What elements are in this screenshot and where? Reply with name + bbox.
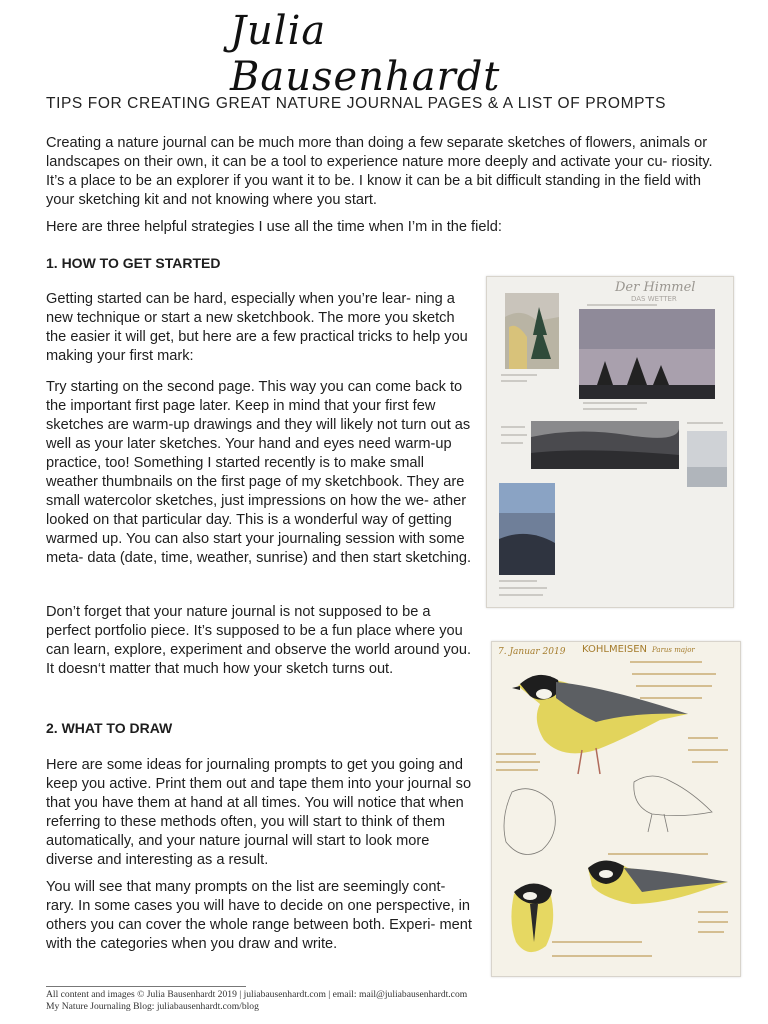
titmouse-date: 7. Januar 2019 xyxy=(498,647,566,657)
footer-divider xyxy=(46,986,246,987)
section2-paragraph-2: You will see that many prompts on the list are seemingly cont- rary. In some cases you will have to decide on one perspective, in others you can cover the whole range between both. Experi- ment with the categories when you draw and write. xyxy=(46,879,472,952)
intro-paragraph: Creating a nature journal can be much more than doing a few separate sketches of flowers, animals or landscapes on their own, it can be a tool to experience nature more deeply and activate your cu- riosity. It’s a place to be an explorer if you want it to be. I know it can be a bit difficult standing in the field with your sketching kit and not knowing where you start. xyxy=(46,135,713,208)
footer xyxy=(46,989,467,1013)
weather-page-subtitle: DAS WETTER xyxy=(631,295,677,303)
section1-paragraph-2: Try starting on the second page. This way you can come back to the important first page later. Keep in mind that your first few sketches are warm-up drawings and they will likely not turn out as well as your later sketches. Your hand and eyes need warm-up practice, too! Something I started recently is to make small weather thumbnails on the first page of my sketchbook. They are small watercolor sketches, just impressions on how the we- ather looked on that particular day. This is a wonderful way of getting warmed up. You can also start your journaling session with some meta- data (date, time, weather, sunrise) and then start sketching. xyxy=(46,379,472,566)
section-heading-get-started: 1. HOW TO GET STARTED xyxy=(46,255,221,271)
section2-paragraph-1: Here are some ideas for journaling prompts to get you going and keep you active. Print them out and tape them into your journal so that you have them at hand at all times. You will notice that when referring to these methods often, you will start to think of them automatically, and your nature journal will start to look more diverse and interesting as a result. xyxy=(46,757,472,868)
section1-paragraph-3: Don’t forget that your nature journal is not supposed to be a perfect portfolio piece. It’s supposed to be a fun place where you can learn, explore, experiment and observe the world around you. It doesn‘t matter that much how your sketch turns out. xyxy=(46,604,472,677)
section-heading-what-to-draw: 2. WHAT TO DRAW xyxy=(46,720,173,736)
signature-logo xyxy=(230,8,540,100)
signature-text: Julia Bausenhardt xyxy=(230,8,501,100)
section1-paragraph-1: Getting started can be hard, especially when you’re lear- ning a new technique or start a new sketchbook. The more you sketch the easier it will get, but here are a few practical tricks to help you making your first mark: xyxy=(46,291,468,364)
footer-copyright: All content and images © Julia Bausenhardt 2019 | juliabausenhardt.com | email: mail@juliabausenhardt.com xyxy=(46,989,468,1000)
weather-sketchbook-photo xyxy=(486,276,734,608)
strategies-paragraph: Here are three helpful strategies I use all the time when I’m in the field: xyxy=(46,219,502,235)
footer-blog: My Nature Journaling Blog: juliabausenhardt.com/blog xyxy=(46,1001,259,1012)
page-title: TIPS FOR CREATING GREAT NATURE JOURNAL PAGES & A LIST OF PROMPTS xyxy=(46,95,667,112)
titmouse-species: Parus major xyxy=(652,646,695,654)
titmouse-sketchbook-photo xyxy=(491,641,741,977)
titmouse-title: KOHLMEISEN xyxy=(582,644,648,655)
weather-page-title: Der Himmel xyxy=(615,280,696,295)
